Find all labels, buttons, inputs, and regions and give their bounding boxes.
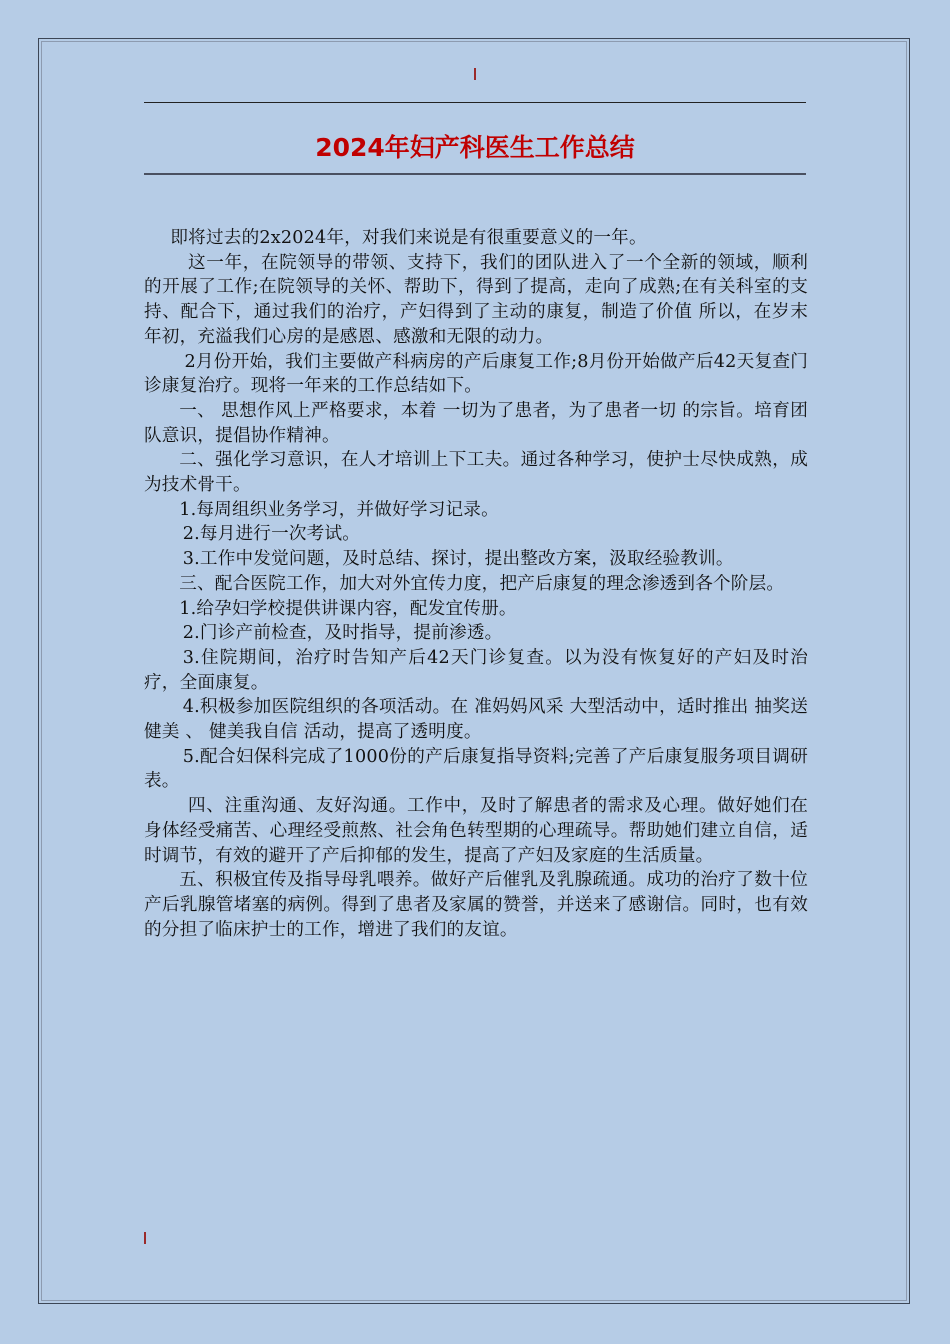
header-mark [474,68,476,80]
body-paragraph: 1.每周组织业务学习，并做好学习记录。 [179,499,499,520]
body-paragraph: 3.工作中发觉问题，及时总结、探讨，提出整改方案，汲取经验教训。 [182,549,734,570]
body-paragraph: 2月份开始，我们主要做产科病房的产后康复工作;8月份开始做产后42天复查门诊康复治疗。现将一年来的工作总结如下。 [144,351,808,397]
body-paragraph: 这一年，在院领导的带领、支持下，我们的团队进入了一个全新的领域，顺利的开展了工作;在院领导的关怀、帮助下，得到了提高，走向了成熟;在有关科室的支持、配合下，通过我们的治疗，产妇得到了主动的康复，制造了价值 所以，在岁末年初，充溢我们心房的是感恩、感激和无限的动力。 [144,252,808,347]
footer-mark [144,1232,146,1244]
header-rule [144,102,806,103]
body-paragraph: 二、强化学习意识，在人才培训上下工夫。通过各种学习，使护士尽快成熟，成为技术骨干。 [144,450,808,496]
body-paragraph: 2.每月进行一次考试。 [182,524,361,545]
body-paragraph: 一、 思想作风上严格要求，本着 一切为了患者，为了患者一切 的宗旨。培育团队意识，提倡协作精神。 [144,400,808,446]
body-paragraph: 即将过去的2x2024年，对我们来说是有很重要意义的一年。 [170,228,647,248]
body-paragraph: 5.配合妇保科完成了1000份的产后康复指导资料;完善了产后康复服务项目调研表。 [144,746,808,792]
body-paragraph: 2.门诊产前检查，及时指导，提前渗透。 [182,623,503,644]
body-paragraph: 四、注重沟通、友好沟通。工作中，及时了解患者的需求及心理。做好她们在身体经受痛苦、心理经受煎熬、社会角色转型期的心理疏导。帮助她们建立自信，适时调节，有效的避开了产后抑郁的发生，提高了产妇及家庭的生活质量。 [144,796,808,866]
body-paragraph: 三、配合医院工作，加大对外宜传力度，把产后康复的理念渗透到各个阶层。 [179,573,785,594]
body-paragraph: 1.给孕妇学校提供讲课内容，配发宜传册。 [179,598,517,619]
document-title: 2024年妇产科医生工作总结 [315,133,635,162]
body-paragraph: 五、积极宜传及指导母乳喂养。做好产后催乳及乳腺疏通。成功的治疗了数十位产后乳腺管堵塞的病例。得到了患者及家属的赞誉，并送来了感谢信。同时，也有效的分担了临床护士的工作，增进了我们的友谊。 [144,870,808,940]
document-body [144,226,808,942]
body-paragraph: 3.住院期间，治疗时告知产后42天门诊复查。以为没有恢复好的产妇及时治疗，全面康复。 [144,647,808,693]
body-paragraph: 4.积极参加医院组织的各项活动。在 准妈妈风采 大型活动中，适时推出 抽奖送健美 、 健美我自信 活动，提高了透明度。 [144,697,808,743]
title-rule [144,173,806,175]
